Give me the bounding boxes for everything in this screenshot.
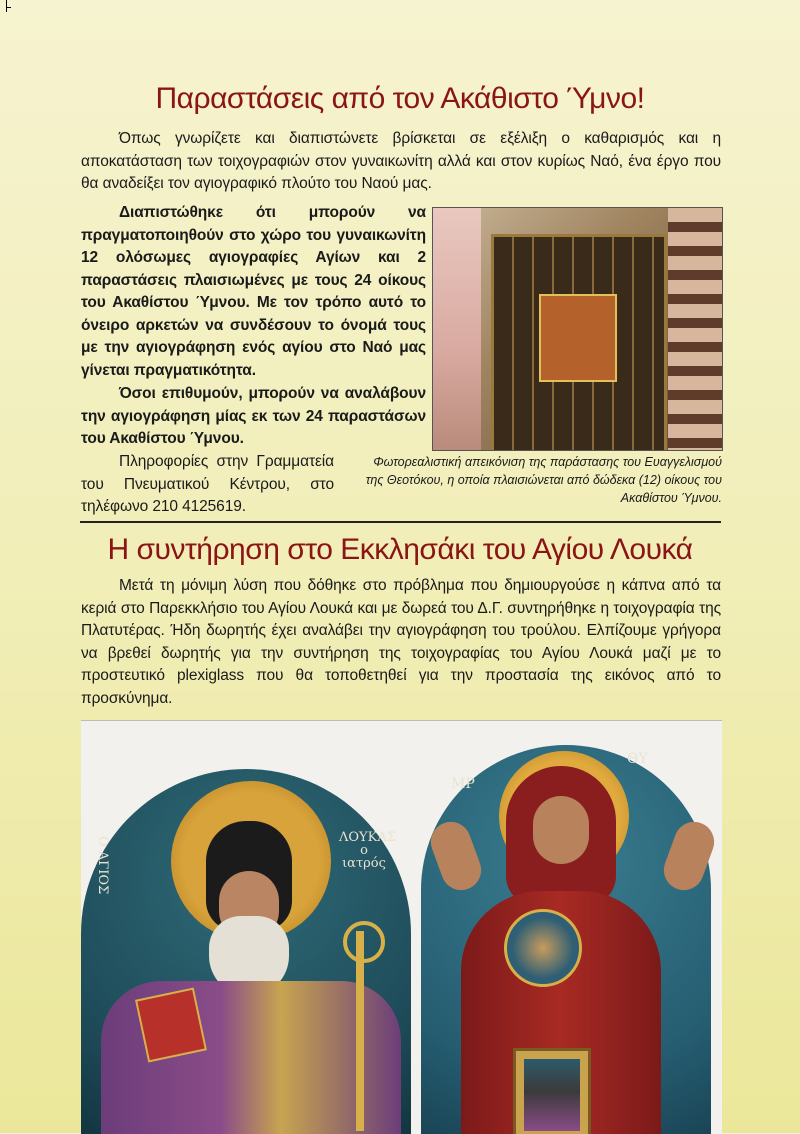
crozier-top bbox=[343, 921, 385, 963]
photo-caption: Φωτορεαλιστική απεικόνιση της παράστασης του Ευαγγελισμού της Θεοτόκου, η οποία πλαισιώνεται από δώδεκα (12) οίκους του Ακαθίστου Ύμνου. bbox=[365, 455, 722, 505]
arch-column bbox=[668, 208, 722, 450]
akathist-bold-paragraph-1: Διαπιστώθηκε ότι μπορούν να πραγματοποιηθούν στο χώρο του γυναικωνίτη 12 ολόσωμες αγιογραφίες Αγίων και 2 παραστάσεις πλαισιωμένες με τους 24 οίκους του Ακαθίστου Ύμνου. Με τον τρόπο αυτό το όνειρο αρκετών να συνδέσουν το όνομά τους με την αγιογράφηση ενός αγίου στο Ναό μας γίνεται πραγματικότητα. bbox=[81, 204, 426, 379]
gospel-book bbox=[135, 987, 207, 1062]
annunciation-photo bbox=[432, 207, 723, 451]
inscription-loukas: ΛΟΥΚΑΣ ο ιατρός bbox=[339, 830, 396, 871]
akathist-bold-paragraph-2: Όσοι επιθυμούν, μπορούν να αναλάβουν την αγιογράφηση μίας εκ των 24 παραστάσων του Ακαθίστου Ύμνου. bbox=[81, 385, 426, 447]
frescoes-photo bbox=[81, 720, 722, 1134]
contact-info-paragraph: Πληροφορίες στην Γραμματεία του Πνευματικού Κέντρου, στο τηλέφωνο 210 4125619. bbox=[81, 453, 334, 515]
small-saint-icon bbox=[513, 1048, 591, 1134]
crozier bbox=[356, 931, 364, 1131]
annunciation-center-panel bbox=[539, 294, 617, 382]
theotokos-face bbox=[533, 796, 589, 864]
heading-agios-loukas: Η συντήρηση στο Εκκλησάκι του Αγίου Λουκά bbox=[107, 533, 693, 566]
inscription-agios: Ο ΑΓΙΟΣ bbox=[95, 836, 110, 895]
intro-paragraph: Όπως γνωρίζετε και διαπιστώνετε βρίσκεται σε εξέλιξη ο καθαρισμός και η αποκατάσταση των τοιχογραφιών στον γυναικωνίτη αλλά και στον κυρίως Ναό, ένα έργο που θα αναδείξει τον αγιογραφικό πλούτο του Ναού μας. bbox=[81, 130, 721, 192]
christ-child-medallion bbox=[504, 909, 582, 987]
inscription-thy: ΘΥ bbox=[627, 751, 648, 767]
heading-akathist: Παραστάσεις από τον Ακάθιστο Ύμνο! bbox=[155, 82, 645, 115]
inscription-mr: ΜΡ bbox=[451, 776, 475, 792]
crop-mark-dash bbox=[6, 7, 11, 8]
small-icon-painting bbox=[524, 1059, 580, 1131]
church-window bbox=[433, 208, 481, 450]
crop-mark bbox=[0, 0, 7, 12]
section-divider bbox=[80, 521, 721, 523]
loukas-paragraph: Μετά τη μόνιμη λύση που δόθηκε στο πρόβλημα που δημιουργούσε η κάπνα από τα κεριά στο Παρεκκλήσιο του Αγίου Λουκά και με δωρεά του Δ.Γ. συντηρήθηκε η τοιχογραφία της Πλατυτέρας. Ήδη δωρητής έχει αναλάβει την αγιογράφηση του τρούλου. Ελπίζουμε γρήγορα να βρεθεί δωρητής για την συντήρηση της τοιχογραφίας του Αγίου Λουκά μαζί με το προστευτικό plexiglass που θα τοποθετηθεί για την προστασία της εικόνος από το προσκύνημα. bbox=[81, 577, 721, 707]
